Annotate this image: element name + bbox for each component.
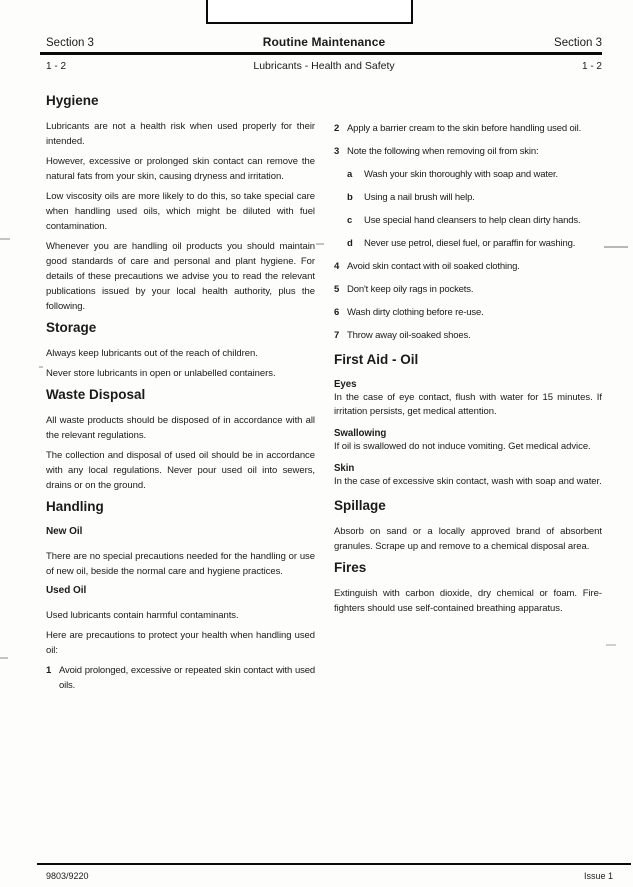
item-text: Avoid skin contact with oil soaked clothing.	[347, 261, 520, 272]
item-text: Don't keep oily rags in pockets.	[347, 284, 474, 295]
header-section-left: Section 3	[46, 37, 94, 49]
paragraph: Low viscosity oils are more likely to do this, so take special care when handling used oils, which might be diluted with fuel contamination.	[46, 191, 315, 232]
item-text: Never use petrol, diesel fuel, or paraffin for washing.	[364, 238, 576, 249]
page-title: Routine Maintenance	[262, 35, 386, 49]
lettered-item	[334, 213, 602, 228]
left-column	[46, 89, 315, 701]
numbered-item	[334, 282, 602, 297]
paragraph: Extinguish with carbon dioxide, dry chemical or foam. Fire-fighters should use self-contained breathing apparatus.	[334, 588, 602, 614]
lettered-item	[334, 190, 602, 205]
footer-doc-number: 9803/9220	[46, 871, 89, 881]
first-aid-text: If oil is swallowed do not induce vomiting. Get medical advice.	[334, 441, 591, 452]
numbered-item	[334, 328, 602, 343]
lettered-item	[334, 236, 602, 251]
header-page-right: 1 - 2	[581, 61, 602, 72]
first-aid-text: In the case of eye contact, flush with water for 15 minutes. If irritation persists, get medical attention.	[334, 392, 602, 417]
item-letter: b	[347, 192, 353, 203]
page-subtitle: Lubricants - Health and Safety	[253, 60, 395, 72]
section-heading: Handling	[46, 499, 104, 514]
paragraph: Lubricants are not a health risk when used properly for their intended.	[46, 121, 315, 147]
right-column	[334, 121, 602, 621]
page-header	[40, 35, 602, 72]
item-text: Note the following when removing oil from skin:	[347, 146, 539, 157]
page-footer	[37, 863, 631, 881]
header-section-right: Section 3	[554, 37, 602, 49]
paragraph: Whenever you are handling oil products you should maintain good standards of care and personal and plant hygiene. For details of these precautions we advise you to read the relevant publications issued by your local health authority, plus the following.	[46, 241, 315, 312]
paragraph: Here are precautions to protect your health when handling used oil:	[46, 630, 315, 656]
lettered-item	[334, 167, 602, 182]
section-heading: Storage	[46, 320, 97, 335]
item-number: 2	[334, 123, 340, 134]
item-letter: a	[347, 169, 353, 180]
first-aid-label: Eyes	[334, 379, 357, 390]
footer-issue: Issue 1	[583, 871, 613, 881]
footer-rule	[37, 863, 631, 865]
section-heading: Fires	[334, 560, 367, 575]
paragraph: Used lubricants contain harmful contaminants.	[46, 610, 239, 621]
item-text: Apply a barrier cream to the skin before handling used oil.	[347, 123, 582, 134]
item-letter: c	[347, 215, 353, 226]
first-aid-block	[334, 378, 602, 419]
numbered-item	[334, 121, 602, 136]
item-number: 4	[334, 261, 340, 272]
paragraph: There are no special precautions needed for the handling or use of new oil, beside the normal care and hygiene practices.	[46, 551, 315, 577]
paragraph: Always keep lubricants out of the reach of children.	[46, 348, 258, 359]
item-number: 3	[334, 146, 340, 157]
item-text: Using a nail brush will help.	[364, 192, 475, 203]
scan-artifact	[0, 238, 10, 240]
item-text: Use special hand cleansers to help clean dirty hands.	[364, 215, 581, 226]
paragraph: All waste products should be disposed of in accordance with all the relevant regulations.	[46, 415, 315, 441]
header-row-sub	[40, 60, 602, 72]
numbered-item	[46, 663, 315, 693]
header-row-top	[40, 35, 602, 49]
scan-artifact	[0, 657, 8, 659]
paragraph: Absorb on sand or a locally approved brand of absorbent granules. Scrape up and remove to a chemical disposal area.	[334, 526, 602, 552]
numbered-item	[334, 259, 602, 274]
section-heading: Waste Disposal	[46, 387, 146, 402]
scan-artifact	[606, 644, 616, 646]
section-heading: First Aid - Oil	[334, 352, 419, 367]
item-text: Wash your skin thoroughly with soap and water.	[364, 169, 558, 180]
item-number: 5	[334, 284, 340, 295]
header-rule	[40, 52, 602, 55]
paragraph: Never store lubricants in open or unlabelled containers.	[46, 368, 276, 379]
scan-artifact	[39, 366, 43, 368]
item-letter: d	[347, 238, 353, 249]
first-aid-block	[334, 462, 602, 489]
item-text: Throw away oil-soaked shoes.	[347, 330, 471, 341]
top-box	[206, 0, 413, 24]
section-heading: Spillage	[334, 498, 386, 513]
section-heading: Hygiene	[46, 93, 99, 108]
numbered-item	[334, 144, 602, 159]
item-number: 7	[334, 330, 340, 341]
paragraph: The collection and disposal of used oil should be in accordance with any local regulations. Never pour used oil into sewers, drains or on the ground.	[46, 450, 315, 491]
subsection-heading: New Oil	[46, 526, 83, 537]
first-aid-block	[334, 427, 602, 454]
first-aid-label: Swallowing	[334, 428, 387, 439]
scan-artifact	[604, 246, 628, 248]
item-text: Avoid prolonged, excessive or repeated skin contact with used oils.	[59, 665, 315, 691]
first-aid-label: Skin	[334, 463, 355, 474]
item-number: 6	[334, 307, 340, 318]
item-text: Wash dirty clothing before re-use.	[347, 307, 484, 318]
subsection-heading: Used Oil	[46, 585, 87, 596]
item-number: 1	[46, 665, 52, 676]
paragraph: However, excessive or prolonged skin contact can remove the natural fats from your skin, causing dryness and irritation.	[46, 156, 315, 182]
scan-artifact	[316, 243, 324, 245]
header-page-left: 1 - 2	[46, 61, 67, 72]
numbered-item	[334, 305, 602, 320]
first-aid-text: In the case of excessive skin contact, wash with soap and water.	[334, 476, 602, 487]
footer-row	[37, 871, 631, 881]
